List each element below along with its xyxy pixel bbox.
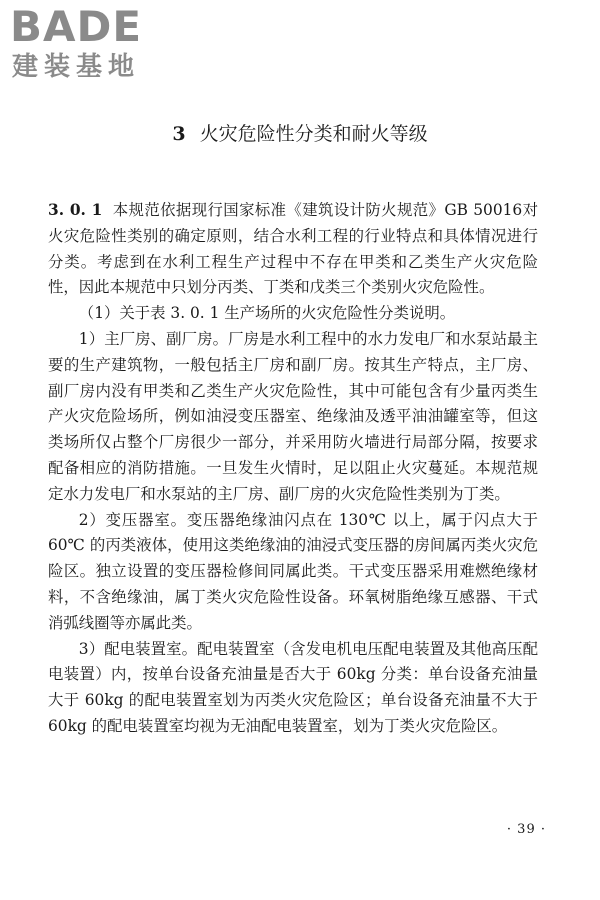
logo-wordmark: BADE bbox=[10, 2, 143, 51]
body-text bbox=[48, 198, 538, 740]
clause-paragraph bbox=[48, 198, 538, 301]
paragraph-switchgear-room: 3）配电装置室。配电装置室（含发电机电压配电装置及其他高压配电装置）内，按单台设备充油量是否大于 60kg 分类：单台设备充油量大于 60kg 的配电装置室划为丙类火灾危险区；单台设备充油量不大于 60kg 的配电装置室均视为无油配电装置室，划为丁类火灾危险区。 bbox=[48, 639, 538, 735]
clause-text: 本规范依据现行国家标准《建筑设计防火规范》GB 50016对火灾危险性类别的确定原则，结合水利工程的行业特点和具体情况进行分类。考虑到在水利工程生产过程中不存在甲类和乙类生产火灾危险性，因此本规范中只划分丙类、丁类和戊类三个类别火灾危险性。 bbox=[48, 201, 538, 297]
paragraph-transformer-room: 2）变压器室。变压器绝缘油闪点在 130℃ 以上，属于闪点大于 60℃ 的丙类液体，使用这类绝缘油的油浸式变压器的房间属丙类火灾危险区。独立设置的变压器检修间同属此类。干式变压器采用难燃绝缘材料，不含绝缘油，属丁类火灾危险性设备。环氧树脂绝缘互感器、干式消弧线圈等亦属此类。 bbox=[48, 510, 538, 632]
logo-subtitle: 建装基地 bbox=[12, 52, 141, 82]
clause-number: 3. 0. 1 bbox=[48, 201, 103, 219]
paragraph-intro: （1）关于表 3. 0. 1 生产场所的火灾危险性分类说明。 bbox=[78, 304, 456, 323]
chapter-number: 3 bbox=[172, 123, 186, 145]
paragraph-main-plant: 1）主厂房、副厂房。厂房是水利工程中的水力发电厂和水泵站最主要的生产建筑物，一般包括主厂房和副厂房。按其生产特点，主厂房、副厂房内没有甲类和乙类生产火灾危险性，其中可能包含有少量丙类生产火灾危险场所，例如油浸变压器室、绝缘油及透平油油罐室等，但这类场所仅占整个厂房很少一部分，并采用防火墙进行局部分隔，按要求配备相应的消防措施。一旦发生火情时，足以阻止火灾蔓延。本规范规定水力发电厂和水泵站的主厂房、副厂房的火灾危险性类别为丁类。 bbox=[48, 329, 538, 503]
chapter-title bbox=[0, 120, 600, 148]
chapter-title-text: 火灾危险性分类和耐火等级 bbox=[199, 123, 428, 145]
bade-logo bbox=[10, 2, 180, 86]
page-number: · 39 · bbox=[506, 822, 546, 837]
